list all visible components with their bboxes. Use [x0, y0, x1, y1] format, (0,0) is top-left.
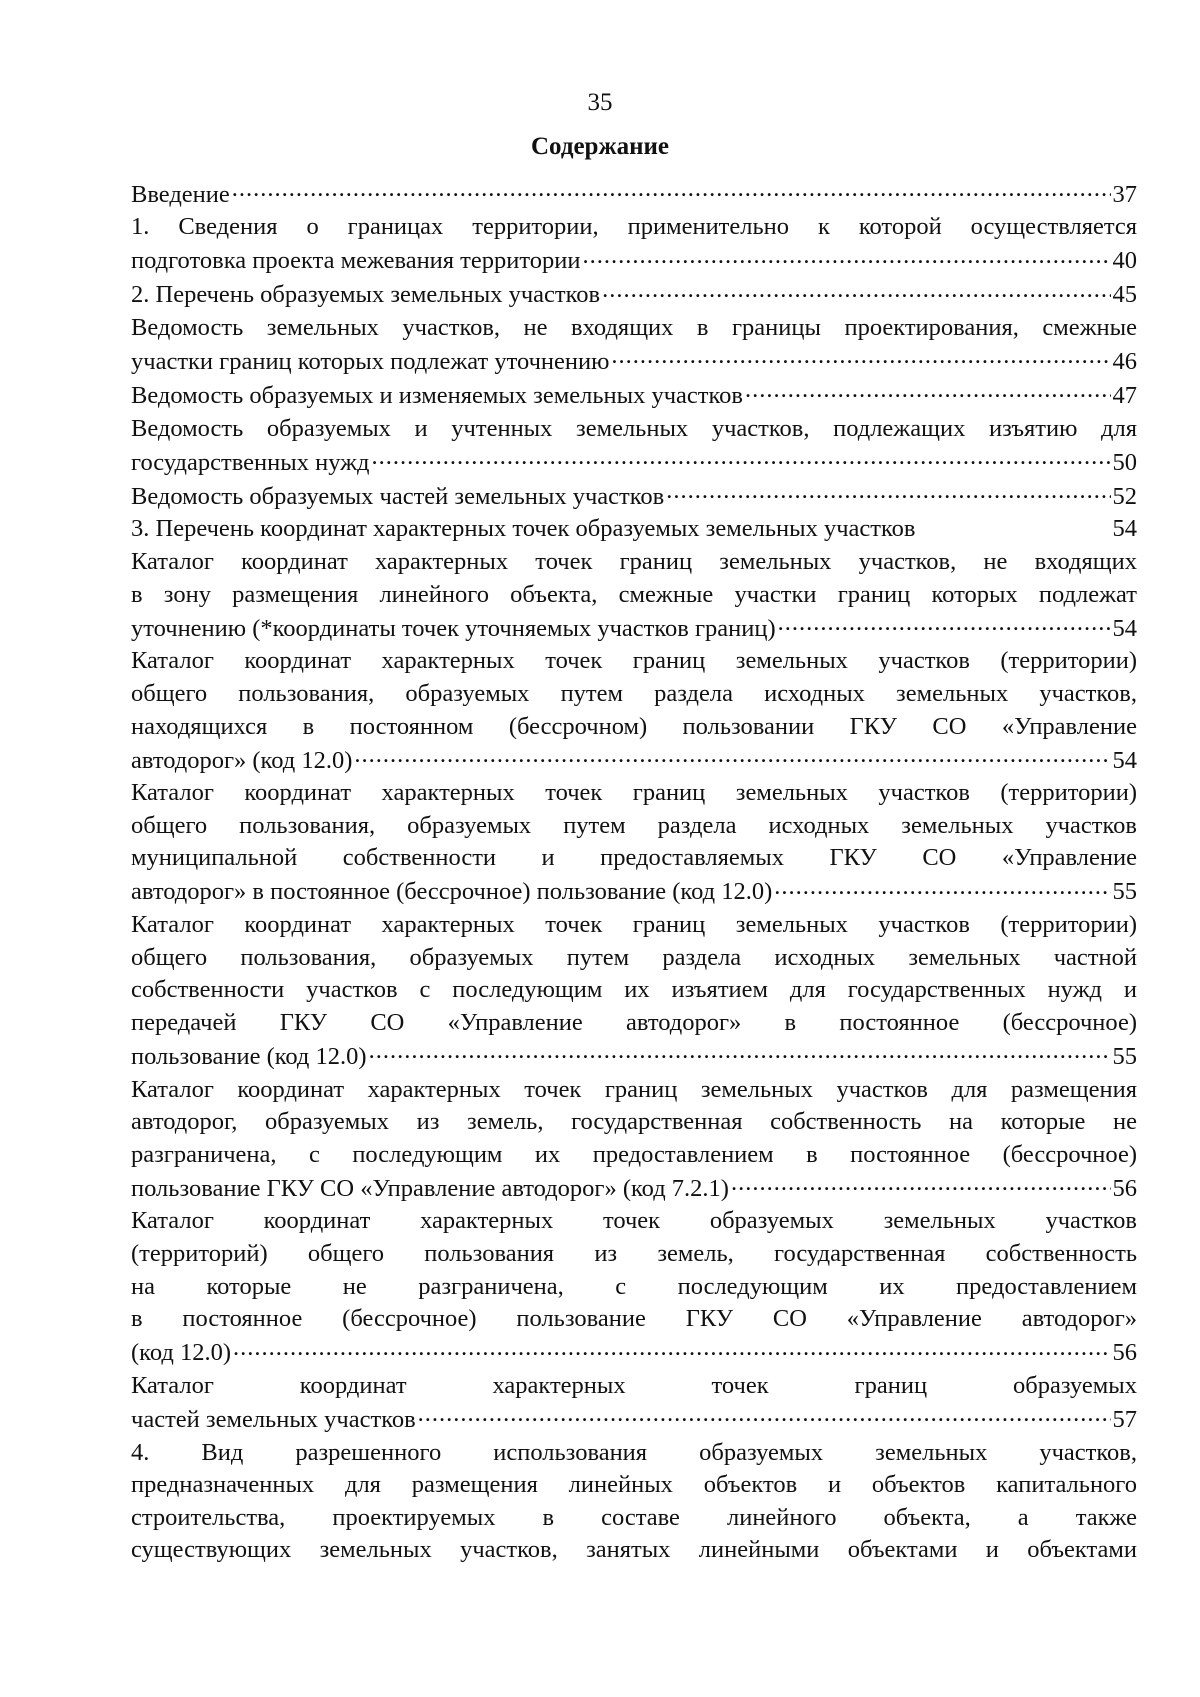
toc-entry-line: на которые не разграничена, с последующим их предоставлением: [131, 1272, 1137, 1300]
toc-entry-text: Ведомость образуемых частей земельных участков: [131, 482, 665, 510]
toc-entry-text: Введение: [131, 180, 230, 208]
toc-entry-last-line: [131, 1171, 1137, 1205]
toc-entry-page: 47: [1112, 382, 1137, 410]
toc-entry[interactable]: [131, 546, 1137, 645]
toc-entry-page: 37: [1112, 180, 1137, 208]
toc-entry-page: 55: [1112, 878, 1137, 906]
toc-entry-text: уточнению (*координаты точек уточняемых участков границ): [131, 614, 776, 642]
toc-entry-page: 55: [1112, 1042, 1137, 1070]
toc-entry[interactable]: [131, 1370, 1137, 1437]
toc-entry[interactable]: [131, 379, 1137, 413]
toc-entry[interactable]: [131, 1205, 1137, 1369]
dot-leader: [745, 379, 1111, 404]
toc-entry-line: муниципальной собственности и предоставляемых ГКУ СО «Управление: [131, 844, 1137, 872]
dot-leader: [778, 611, 1111, 636]
page-number: 35: [587, 89, 613, 116]
toc-entry-page: 52: [1112, 482, 1137, 510]
toc-entry-text: 2. Перечень образуемых земельных участков: [131, 281, 601, 309]
dot-leader: [354, 743, 1110, 768]
dot-leader: [666, 479, 1110, 504]
table-of-contents: [131, 177, 1137, 1567]
toc-entry-last-line: [131, 1039, 1137, 1073]
toc-entry-line: собственности участков с последующим их изъятием для государственных нужд и: [131, 976, 1137, 1004]
toc-entry-last-line: [131, 479, 1137, 513]
toc-entry-line: Ведомость земельных участков, не входящих в границы проектирования, смежные: [131, 313, 1137, 341]
toc-entry-line: общего пользования, образуемых путем раздела исходных земельных участков,: [131, 679, 1137, 707]
toc-entry-line: строительства, проектируемых в составе линейного объекта, а также: [131, 1503, 1137, 1531]
toc-entry-text: участки границ которых подлежат уточнению: [131, 347, 610, 375]
dot-leader: [372, 445, 1111, 470]
toc-entry[interactable]: [131, 513, 1137, 546]
toc-entry[interactable]: [131, 909, 1137, 1073]
toc-entry-last-line: [131, 344, 1137, 378]
toc-entry-text: автодорог» в постоянное (бессрочное) пользование (код 12.0): [131, 878, 773, 906]
toc-entry[interactable]: [131, 1437, 1137, 1567]
toc-entry-line: общего пользования, образуемых путем раздела исходных земельных участков: [131, 811, 1137, 839]
dot-leader: [232, 177, 1111, 202]
toc-entry-text: Ведомость образуемых и изменяемых земельных участков: [131, 382, 743, 410]
dot-leader: [602, 278, 1110, 303]
toc-entry-line: автодорог, образуемых из земель, государственная собственность на которые не: [131, 1108, 1137, 1136]
dot-leader: [731, 1171, 1111, 1196]
toc-entry-last-line: [131, 875, 1137, 909]
dot-leader: [582, 244, 1110, 269]
toc-entry[interactable]: [131, 278, 1137, 312]
toc-entry-last-line: [131, 1402, 1137, 1436]
toc-entry-text: частей земельных участков: [131, 1405, 416, 1433]
dot-leader: [369, 1039, 1111, 1064]
toc-entry-line: Каталог координат характерных точек границ земельных участков (территории): [131, 911, 1137, 939]
toc-entry-text: 3. Перечень координат характерных точек образуемых земельных участков: [131, 515, 916, 543]
toc-entry-last-line: [131, 1336, 1137, 1370]
toc-entry[interactable]: [131, 413, 1137, 480]
toc-entry-line: передачей ГКУ СО «Управление автодорог» в постоянное (бессрочное): [131, 1008, 1137, 1036]
toc-entry-last-line: [131, 379, 1137, 413]
toc-entry[interactable]: [131, 479, 1137, 513]
toc-entry-line: общего пользования, образуемых путем раздела исходных земельных частной: [131, 943, 1137, 971]
toc-entry-page: 56: [1112, 1174, 1137, 1202]
toc-title: Содержание: [530, 133, 669, 160]
dot-leader: [233, 1336, 1111, 1361]
toc-entry-line: Каталог координат характерных точек образуемых земельных участков: [131, 1207, 1137, 1235]
dot-leader: [418, 1402, 1111, 1427]
toc-entry-line: 1. Сведения о границах территории, применительно к которой осуществляется: [131, 213, 1137, 241]
toc-entry-line: Каталог координат характерных точек границ земельных участков для размещения: [131, 1075, 1137, 1103]
toc-entry[interactable]: [131, 645, 1137, 777]
toc-entry-line: существующих земельных участков, занятых линейными объектами и объектами: [131, 1536, 1137, 1564]
toc-entry-text: (код 12.0): [131, 1339, 231, 1367]
toc-entry[interactable]: [131, 211, 1137, 278]
toc-entry-page: 56: [1112, 1339, 1137, 1367]
toc-entry[interactable]: [131, 1074, 1137, 1206]
toc-entry-last-line: [131, 445, 1137, 479]
toc-entry-text: пользование (код 12.0): [131, 1042, 367, 1070]
toc-entry-last-line: [131, 278, 1137, 312]
toc-entry-line: разграничена, с последующим их предоставлением в постоянное (бессрочное): [131, 1140, 1137, 1168]
toc-entry-page: 54: [1112, 515, 1137, 543]
toc-entry-page: 54: [1112, 614, 1137, 642]
toc-entry-line: находящихся в постоянном (бессрочном) пользовании ГКУ СО «Управление: [131, 712, 1137, 740]
toc-entry-page: 50: [1112, 448, 1137, 476]
dot-leader: [611, 344, 1110, 369]
toc-entry-last-line: [131, 244, 1137, 278]
toc-entry-last-line: [131, 513, 1137, 546]
toc-entry[interactable]: [131, 777, 1137, 909]
toc-entry-page: 57: [1112, 1405, 1137, 1433]
toc-entry-line: 4. Вид разрешенного использования образуемых земельных участков,: [131, 1438, 1137, 1466]
toc-entry-text: подготовка проекта межевания территории: [131, 247, 581, 275]
toc-entry-line: Каталог координат характерных точек границ земельных участков (территории): [131, 647, 1137, 675]
toc-entry-line: Каталог координат характерных точек границ земельных участков (территории): [131, 779, 1137, 807]
toc-entry-line: Ведомость образуемых и учтенных земельных участков, подлежащих изъятию для: [131, 414, 1137, 442]
toc-entry[interactable]: [131, 312, 1137, 379]
toc-entry-last-line: [131, 611, 1137, 645]
toc-entry-page: 54: [1112, 746, 1137, 774]
toc-entry-text: пользование ГКУ СО «Управление автодорог» (код 7.2.1): [131, 1174, 729, 1202]
toc-entry-line: в зону размещения линейного объекта, смежные участки границ которых подлежат: [131, 580, 1137, 608]
toc-entry-page: 45: [1112, 281, 1137, 309]
toc-entry-page: 46: [1112, 347, 1137, 375]
toc-entry-text: автодорог» (код 12.0): [131, 746, 353, 774]
toc-entry-line: в постоянное (бессрочное) пользование ГКУ СО «Управление автодорог»: [131, 1305, 1137, 1333]
toc-entry[interactable]: [131, 177, 1137, 211]
toc-entry-line: Каталог координат характерных точек границ образуемых: [131, 1371, 1137, 1399]
toc-entry-last-line: [131, 743, 1137, 777]
toc-entry-last-line: [131, 177, 1137, 211]
toc-entry-line: (территорий) общего пользования из земель, государственная собственность: [131, 1240, 1137, 1267]
dot-leader: [774, 875, 1110, 900]
toc-entry-page: 40: [1112, 247, 1137, 275]
toc-entry-line: Каталог координат характерных точек границ земельных участков, не входящих: [131, 548, 1137, 576]
toc-entry-text: государственных нужд: [131, 448, 370, 476]
toc-entry-line: предназначенных для размещения линейных объектов и объектов капитального: [131, 1471, 1137, 1499]
